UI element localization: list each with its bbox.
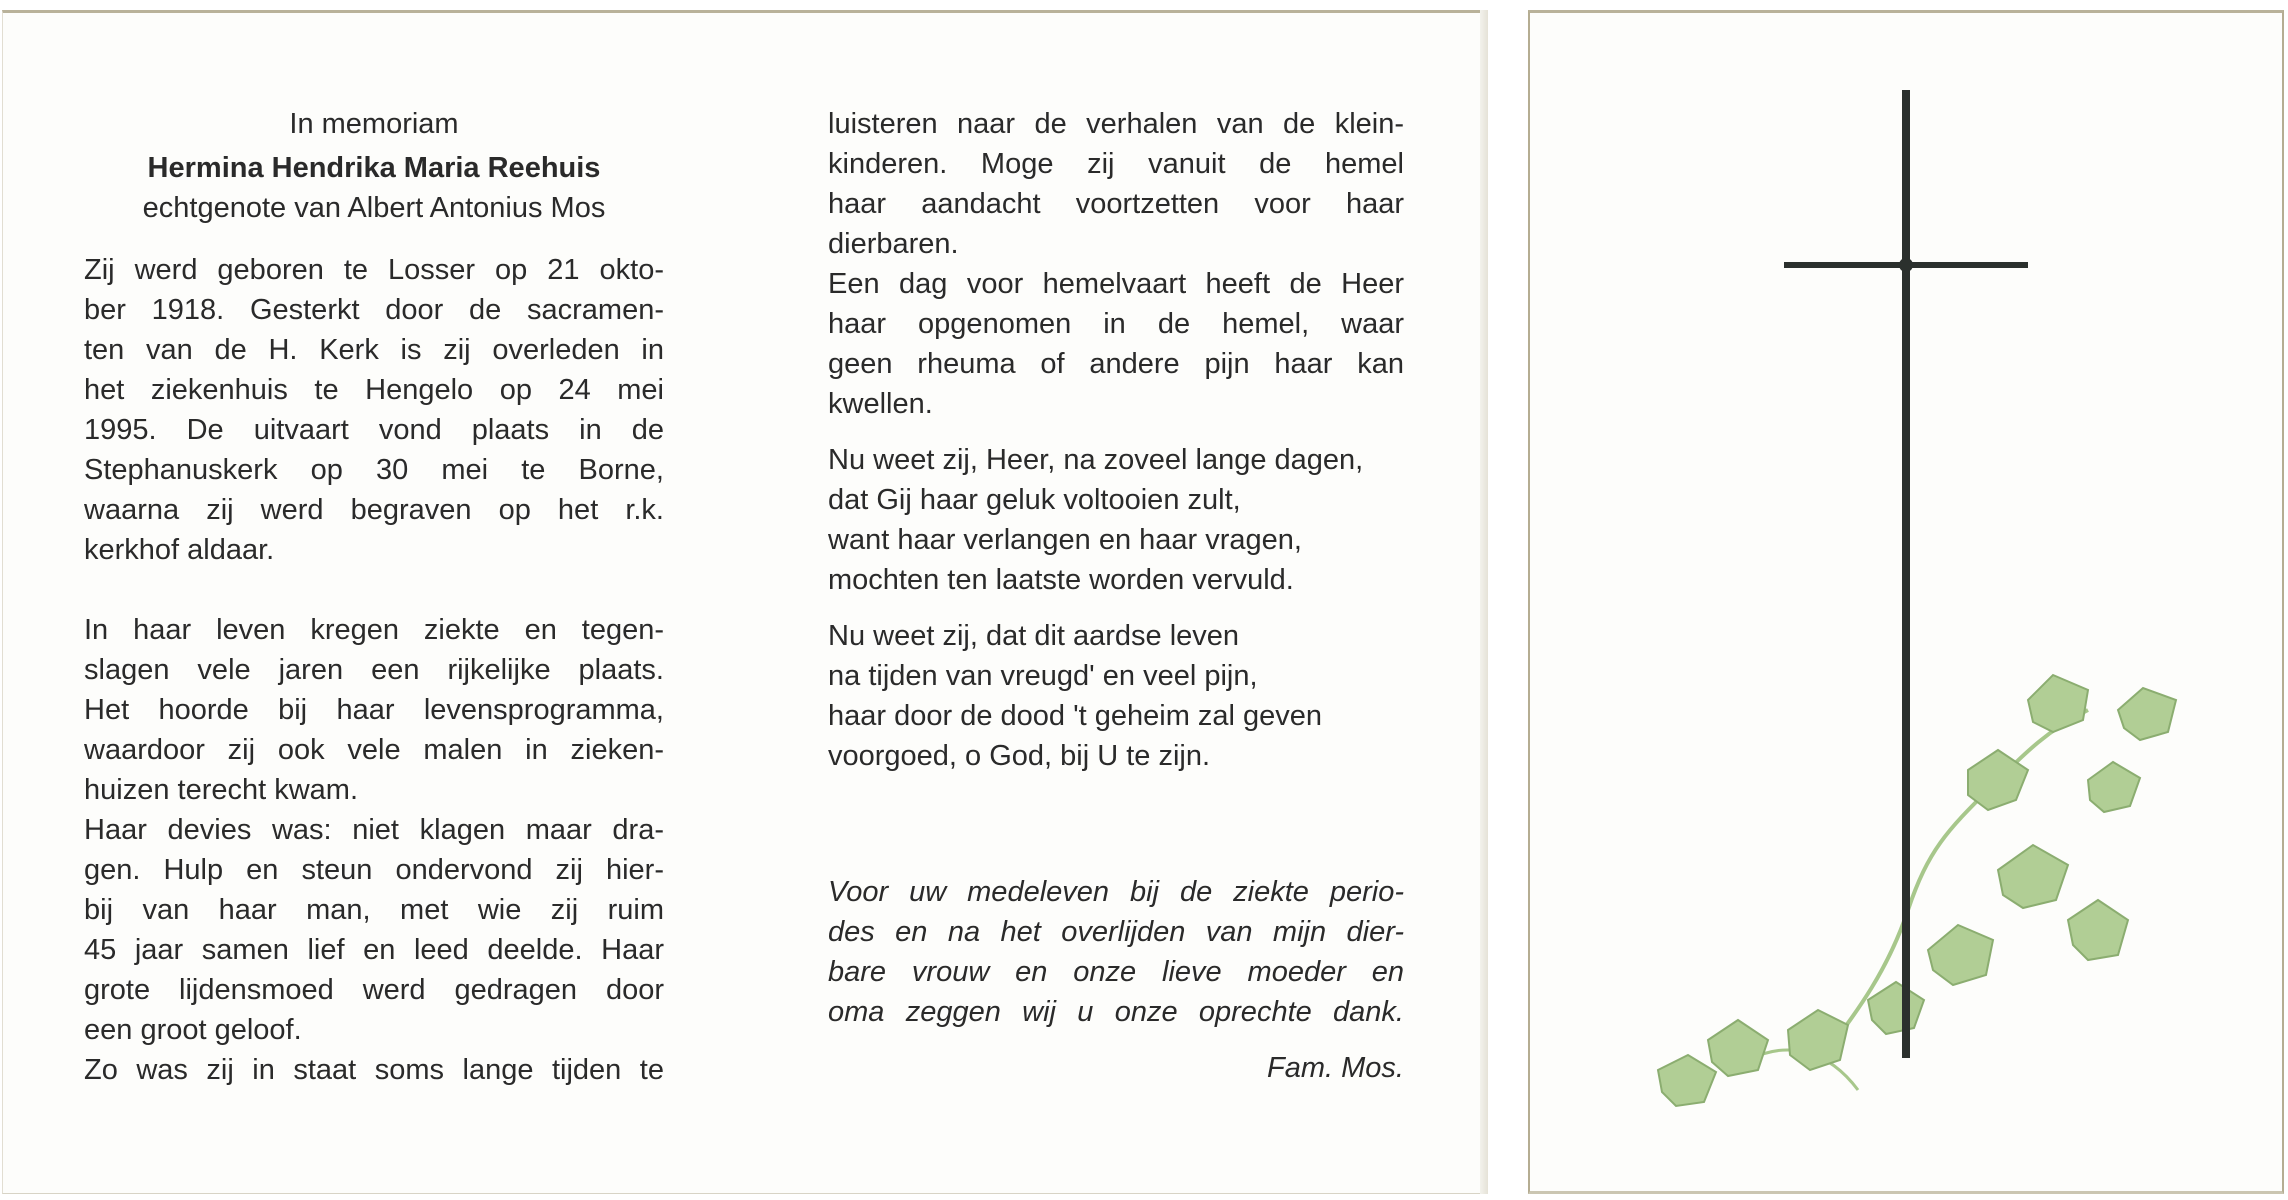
text-line: huizen terecht kwam. — [84, 774, 359, 806]
cross-icon — [1784, 90, 2028, 1058]
fold-line — [1480, 10, 1488, 1194]
biography-paragraph — [84, 250, 664, 570]
text-line: Voor uw medeleven bij de ziekte perio- — [828, 876, 1404, 908]
text-line: dierbaren. — [828, 228, 959, 260]
spouse-line: echtgenote van Albert Antonius Mos — [142, 192, 606, 224]
text-line: haar opgenomen in de hemel, waar — [828, 308, 1404, 340]
text-line: slagen vele jaren een rijkelijke plaats. — [84, 654, 664, 686]
poem-line: want haar verlangen en haar vragen, — [828, 524, 1302, 556]
text-line: waarna zij werd begraven op het r.k. — [84, 494, 664, 526]
text-line: In haar leven kregen ziekte en tegen- — [84, 614, 664, 646]
text-line: bare vrouw en onze lieve moeder en — [828, 956, 1404, 988]
text-line: des en na het overlijden van mijn dier- — [828, 916, 1404, 948]
poem-line: Nu weet zij, dat dit aardse leven — [828, 620, 1240, 652]
heading: In memoriam — [289, 108, 459, 140]
right-column — [828, 104, 1404, 1088]
left-column — [84, 104, 664, 1090]
text-line: kerkhof aldaar. — [84, 534, 275, 566]
text-line: het ziekenhuis te Hengelo op 24 mei — [84, 374, 664, 406]
poem-line: na tijden van vreugd' en veel pijn, — [828, 660, 1258, 692]
cover-art — [1528, 10, 2284, 1194]
poem-line: mochten ten laatste worden vervuld. — [828, 564, 1294, 596]
poem-line: dat Gij haar geluk voltooien zult, — [828, 484, 1241, 516]
text-line: Zo was zij in staat soms lange tijden te — [84, 1054, 664, 1086]
poem-line: voorgoed, o God, bij U te zijn. — [828, 740, 1211, 772]
text-line: een groot geloof. — [84, 1014, 302, 1046]
text-line: grote lijdensmoed werd gedragen door — [84, 974, 664, 1006]
text-line: oma zeggen wij u onze oprechte dank. — [828, 996, 1404, 1028]
text-line: Haar devies was: niet klagen maar dra- — [84, 814, 664, 846]
life-paragraph — [84, 610, 664, 1090]
poem-stanza-2 — [828, 616, 1404, 776]
text-line: Een dag voor hemelvaart heeft de Heer — [828, 268, 1404, 300]
text-line: 1995. De uitvaart vond plaats in de — [84, 414, 664, 446]
text-line: luisteren naar de verhalen van de klein- — [828, 108, 1404, 140]
text-line: kinderen. Moge zij vanuit de hemel — [828, 148, 1404, 180]
text-line: bij van haar man, met wie zij ruim — [84, 894, 664, 926]
text-line: kwellen. — [828, 388, 933, 420]
ivy-leaves-icon — [1658, 675, 2176, 1106]
text-line: waardoor zij ook vele malen in zieken- — [84, 734, 664, 766]
poem-line: Nu weet zij, Heer, na zoveel lange dagen, — [828, 444, 1364, 476]
signature: Fam. Mos. — [1267, 1052, 1404, 1084]
text-line: 45 jaar samen lief en leed deelde. Haar — [84, 934, 664, 966]
thanks-paragraph — [828, 872, 1404, 1032]
deceased-name: Hermina Hendrika Maria Reehuis — [147, 152, 601, 184]
text-line: geen rheuma of andere pijn haar kan — [828, 348, 1404, 380]
text-line: haar aandacht voortzetten voor haar — [828, 188, 1404, 220]
text-line: Het hoorde bij haar levensprogramma, — [84, 694, 664, 726]
text-line: ten van de H. Kerk is zij overleden in — [84, 334, 664, 366]
text-line: Stephanuskerk op 30 mei te Borne, — [84, 454, 664, 486]
text-line: ber 1918. Gesterkt door de sacramen- — [84, 294, 664, 326]
text-line: Zij werd geboren te Losser op 21 okto- — [84, 254, 664, 286]
text-line: gen. Hulp en steun ondervond zij hier- — [84, 854, 664, 886]
poem-stanza-1 — [828, 440, 1404, 600]
continuation-paragraph — [828, 104, 1404, 424]
poem-line: haar door de dood 't geheim zal geven — [828, 700, 1323, 732]
